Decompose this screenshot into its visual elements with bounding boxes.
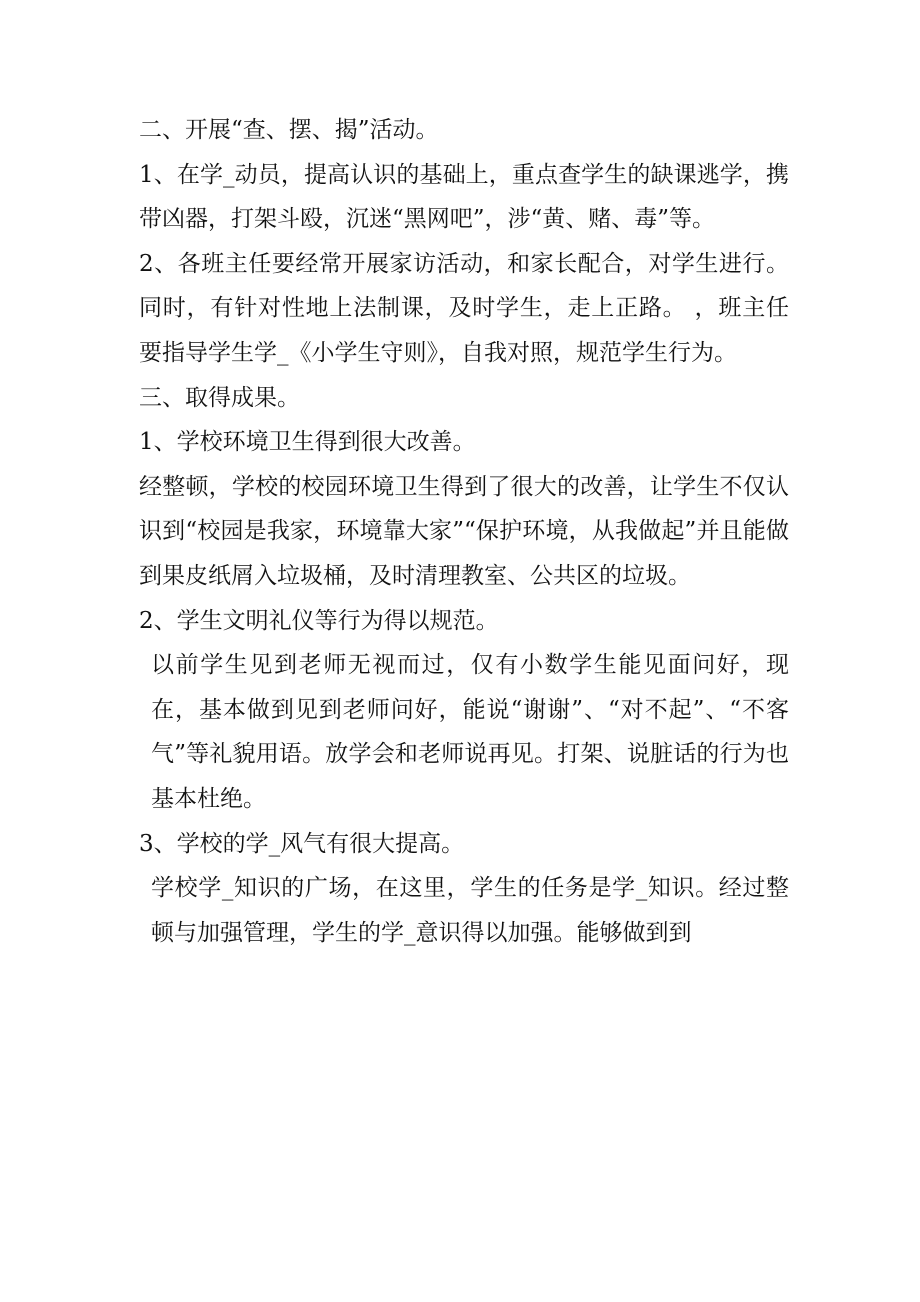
paragraph-3-1-body: 经整顿，学校的校园环境卫生得到了很大的改善，让学生不仅认识到“校园是我家，环境靠大家”“保护环境，从我做起”并且能做到果皮纸屑入垃圾桶，及时清理教室、公共区的垃圾。	[139, 473, 789, 589]
subheading-3-3: 3、学校的学_风气有很大提高。	[139, 830, 465, 857]
section-heading-3: 三、取得成果。	[139, 384, 300, 411]
paragraph-2-1: 1、在学_动员，提高认识的基础上，重点查学生的缺课逃学，携带凶器，打架斗殴，沉迷“黑网吧”，涉“黄、赌、毒”等。	[139, 161, 789, 233]
paragraph-3-2-body: 以前学生见到老师无视而过，仅有小数学生能见面问好，现在，基本做到见到老师问好，能说“谢谢”、“对不起”、“不客气”等礼貌用语。放学会和老师说再见。打架、说脏话的行为也基本杜绝。	[151, 652, 789, 812]
subheading-3-2: 2、学生文明礼仪等行为得以规范。	[139, 607, 499, 634]
subheading-3-1: 1、学校环境卫生得到很大改善。	[139, 429, 476, 456]
document-body	[139, 108, 789, 955]
paragraph-3-3-body: 学校学_知识的广场，在这里，学生的任务是学_知识。经过整顿与加强管理，学生的学_意识得以加强。能够做到到	[151, 875, 789, 946]
section-heading-2: 二、开展“查、摆、揭”活动。	[139, 117, 439, 143]
paragraph-2-2: 2、各班主任要经常开展家访活动，和家长配合，对学生进行。同时，有针对性地上法制课，及时学生，走上正路。 ，班主任要指导学生学_《小学生守则》，自我对照，规范学生行为。	[139, 250, 789, 366]
